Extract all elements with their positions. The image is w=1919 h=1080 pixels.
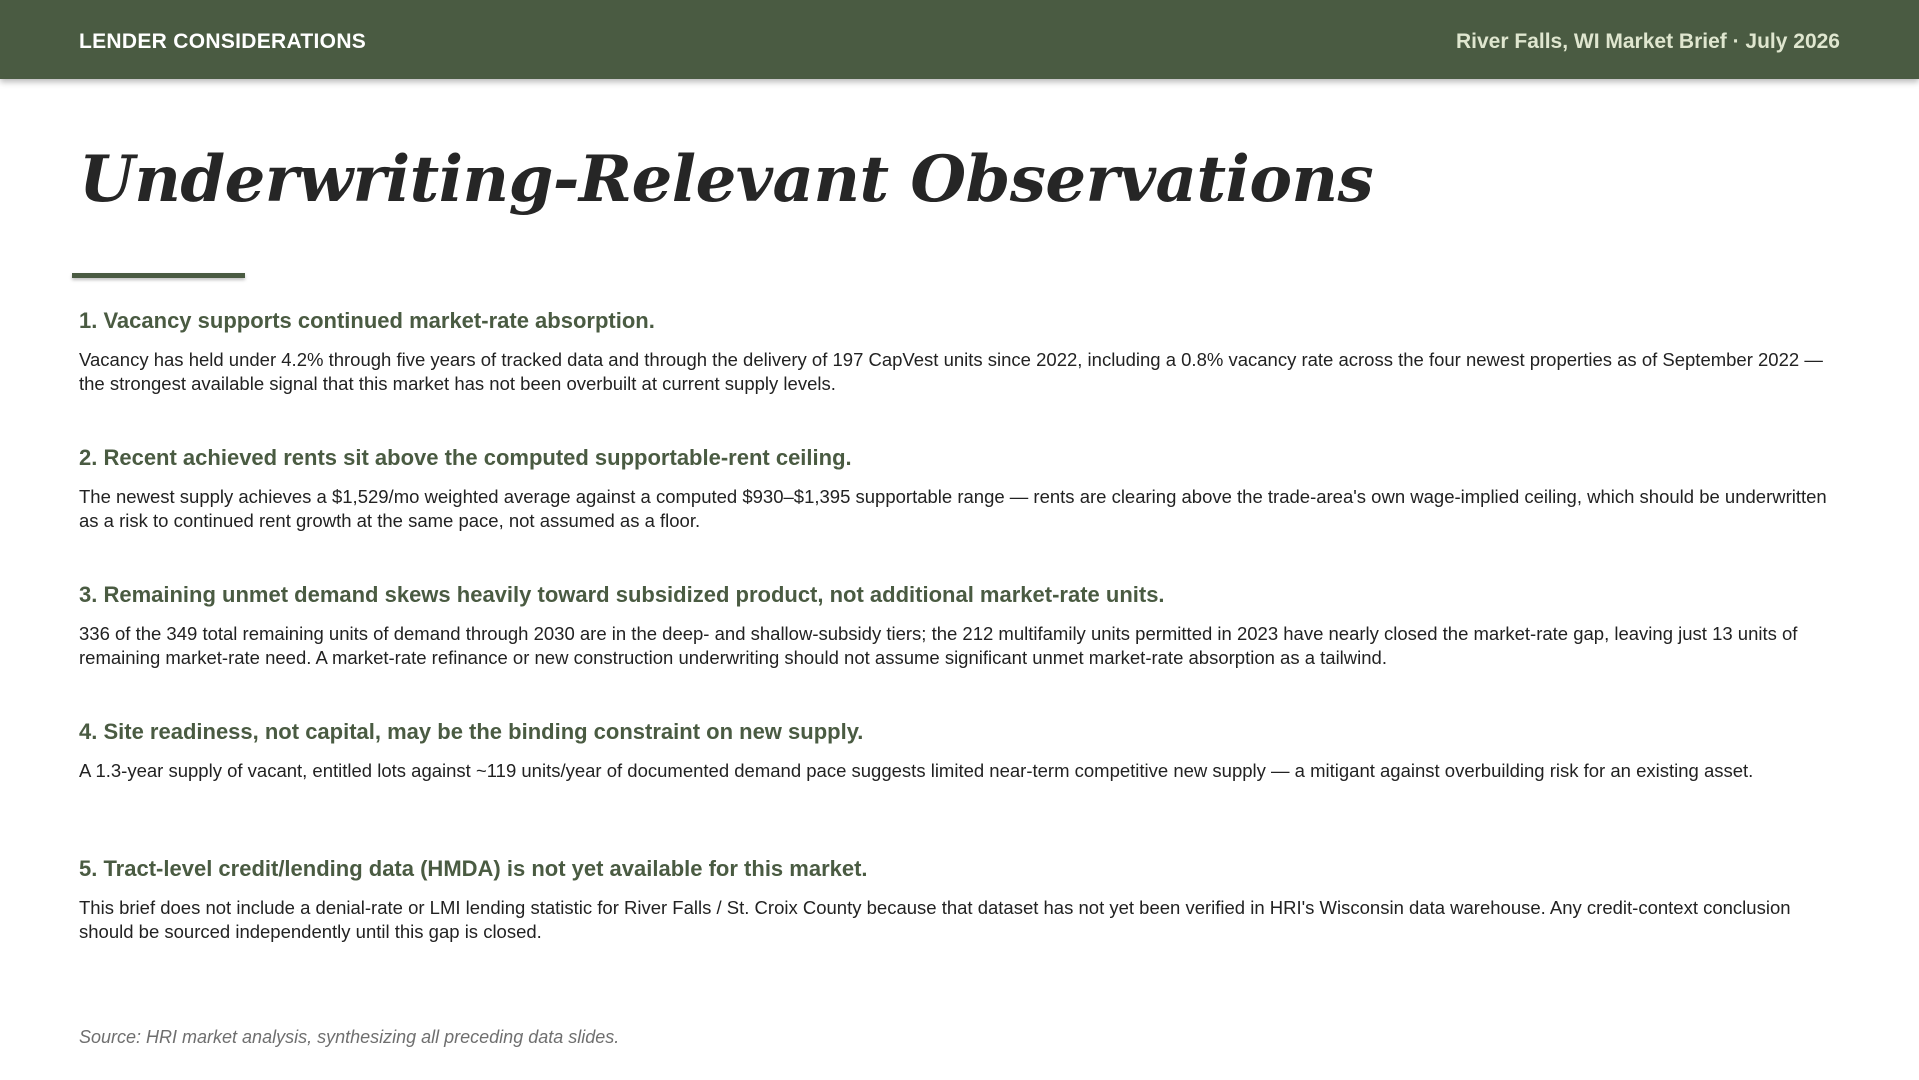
- source-note: Source: HRI market analysis, synthesizing all preceding data slides.: [79, 1027, 620, 1047]
- observation-body: The newest supply achieves a $1,529/mo weighted average against a computed $930–$1,395 supportable range — rents are clearing above the trade-area's own wage-implied ceiling, which should be underwritten as a risk to continued rent growth at the same pace, not assumed as a floor.: [79, 486, 1827, 531]
- section-label: LENDER CONSIDERATIONS: [79, 30, 367, 53]
- brief-label: River Falls, WI Market Brief · July 2026: [1456, 30, 1840, 53]
- observation-heading: 2. Recent achieved rents sit above the computed supportable-rent ceiling.: [79, 445, 852, 470]
- observation-heading: 5. Tract-level credit/lending data (HMDA) is not yet available for this market.: [79, 856, 868, 881]
- title-underline: [72, 273, 245, 278]
- observation-3: [79, 580, 1839, 717]
- observation-body: Vacancy has held under 4.2% through five years of tracked data and through the delivery of 197 CapVest units since 2022, including a 0.8% vacancy rate across the four newest properties as of September 2022 — the strongest available signal that this market has not been overbuilt at current supply levels.: [79, 349, 1823, 394]
- header-bar: [0, 0, 1919, 79]
- observation-2: [79, 443, 1839, 580]
- observation-body: 336 of the 349 total remaining units of demand through 2030 are in the deep- and shallow-subsidy tiers; the 212 multifamily units permitted in 2023 have nearly closed the market-rate gap, leaving just 13 units of remaining market-rate need. A market-rate refinance or new construction underwriting should not assume significant unmet market-rate absorption as a tailwind.: [79, 623, 1798, 668]
- observation-5: [79, 854, 1839, 991]
- observation-1: [79, 306, 1839, 443]
- page-title: Underwriting-Relevant Observations: [79, 142, 1374, 217]
- observation-body: This brief does not include a denial-rate or LMI lending statistic for River Falls / St. Croix County because that dataset has not yet been verified in HRI's Wisconsin data warehouse. Any credit-context conclusion should be sourced independently until this gap is closed.: [79, 897, 1791, 942]
- observation-heading: 4. Site readiness, not capital, may be the binding constraint on new supply.: [79, 719, 864, 744]
- observation-heading: 1. Vacancy supports continued market-rate absorption.: [79, 308, 655, 333]
- observation-heading: 3. Remaining unmet demand skews heavily toward subsidized product, not additional market-rate units.: [79, 582, 1165, 607]
- observations-list: [79, 306, 1839, 991]
- observation-4: [79, 717, 1839, 854]
- observation-body: A 1.3-year supply of vacant, entitled lots against ~119 units/year of documented demand pace suggests limited near-term competitive new supply — a mitigant against overbuilding risk for an existing asset.: [79, 760, 1754, 781]
